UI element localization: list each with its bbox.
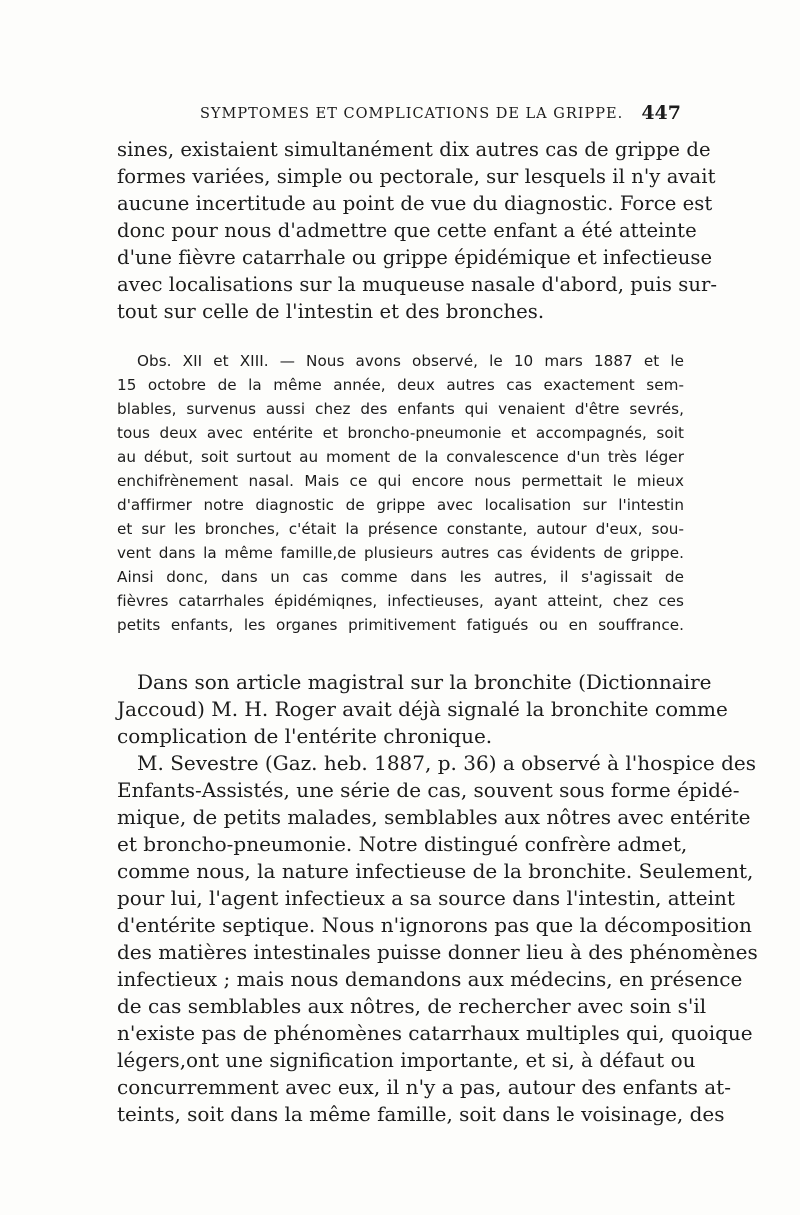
text-line: tout sur celle de l'intestin et des bronches. bbox=[117, 300, 545, 323]
text-line: mique, de petits malades, semblables aux nôtres avec entérite bbox=[117, 805, 751, 829]
text-line: sines, existaient simultanément dix autres cas de grippe de bbox=[117, 138, 711, 161]
text-line: n'existe pas de phénomènes catarrhaux multiples qui, quoique bbox=[117, 1021, 753, 1045]
text-line: d'une fièvre catarrhale ou grippe épidémique et infectieuse bbox=[117, 246, 713, 269]
text-line: et sur les bronches, c'était la présence constante, autour d'eux, sou- bbox=[117, 520, 684, 538]
text-line: comme nous, la nature infectieuse de la bronchite. Seulement, bbox=[117, 859, 754, 883]
text-line: fièvres catarrhales épidémiqnes, infectieuses, ayant atteint, chez ces bbox=[117, 592, 684, 610]
text-line: d'entérite septique. Nous n'ignorons pas que la décomposition bbox=[117, 913, 752, 937]
text-line: blables, survenus aussi chez des enfants qui venaient d'être sevrés, bbox=[117, 400, 684, 418]
text-line: formes variées, simple ou pectorale, sur lesquels il n'y avait bbox=[117, 165, 716, 188]
text-line: des matières intestinales puisse donner lieu à des phénomènes bbox=[117, 940, 758, 964]
running-title: SYMPTOMES ET COMPLICATIONS DE LA GRIPPE. bbox=[200, 106, 624, 122]
text-line: petits enfants, les organes primitivement fatigués ou en souffrance. bbox=[117, 616, 684, 634]
text-line: au début, soit surtout au moment de la convalescence d'un très léger bbox=[117, 448, 684, 466]
text-line: d'affirmer notre diagnostic de grippe avec localisation sur l'intestin bbox=[117, 496, 684, 514]
text-line: complication de l'entérite chronique. bbox=[117, 724, 493, 748]
text-line: enchifrènement nasal. Mais ce qui encore nous permettait le mieux bbox=[117, 472, 684, 490]
text-line: légers,ont une signification importante, et si, à défaut ou bbox=[117, 1048, 696, 1072]
text-line: teints, soit dans la même famille, soit dans le voisinage, des bbox=[117, 1102, 725, 1126]
text-line: Enfants-Assistés, une série de cas, souvent sous forme épidé- bbox=[117, 778, 740, 802]
text-line: infectieux ; mais nous demandons aux médecins, en présence bbox=[117, 967, 743, 991]
text-line: de cas semblables aux nôtres, de rechercher avec soin s'il bbox=[117, 994, 707, 1018]
text-line: Jaccoud) M. H. Roger avait déjà signalé la bronchite comme bbox=[117, 697, 728, 721]
text-line: avec localisations sur la muqueuse nasale d'abord, puis sur- bbox=[117, 273, 718, 296]
text-line: concurremment avec eux, il n'y a pas, autour des enfants at- bbox=[117, 1075, 731, 1099]
text-line: Dans son article magistral sur la bronchite (Dictionnaire bbox=[137, 670, 712, 694]
text-line: donc pour nous d'admettre que cette enfant a été atteinte bbox=[117, 219, 697, 242]
text-line: et broncho-pneumonie. Notre distingué confrère admet, bbox=[117, 832, 688, 856]
page-header bbox=[118, 100, 683, 130]
page-number: 447 bbox=[641, 102, 681, 124]
text-line: Ainsi donc, dans un cas comme dans les autres, il s'agissait de bbox=[117, 568, 684, 586]
text-line: pour lui, l'agent infectieux a sa source dans l'intestin, atteint bbox=[117, 886, 735, 910]
text-line: 15 octobre de la même année, deux autres cas exactement sem- bbox=[117, 376, 684, 394]
text-line: aucune incertitude au point de vue du diagnostic. Force est bbox=[117, 192, 713, 215]
text-line: M. Sevestre (Gaz. heb. 1887, p. 36) a observé à l'hospice des bbox=[137, 751, 756, 775]
text-line: tous deux avec entérite et broncho-pneumonie et accompagnés, soit bbox=[117, 424, 684, 442]
text-line: vent dans la même famille,de plusieurs autres cas évidents de grippe. bbox=[117, 544, 684, 562]
text-line: Obs. XII et XIII. — Nous avons observé, le 10 mars 1887 et le bbox=[137, 352, 684, 370]
